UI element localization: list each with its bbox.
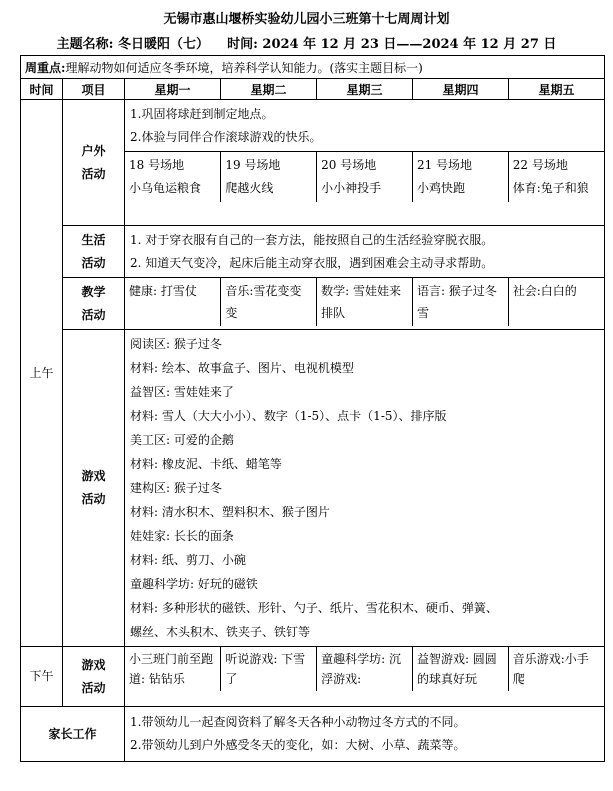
col-thursday: 星期四: [413, 79, 509, 100]
col-wednesday: 星期三: [317, 79, 413, 100]
week-focus-text: 理解动物如何适应冬季环境，培养科学认知能力。(落实主题目标一): [65, 60, 423, 75]
week-focus-label: 周重点:: [25, 60, 66, 75]
afternoon-friday: 音乐游戏:小手爬: [512, 652, 589, 686]
teaching-friday: 社会:白白的: [512, 284, 577, 298]
afternoon-days: [125, 647, 605, 707]
teaching-monday: 健康: 打雪仗: [125, 278, 221, 326]
outdoor-goals: [125, 100, 605, 152]
afternoon-game-label: 游戏 活动: [63, 647, 125, 707]
outdoor-venues: [125, 152, 605, 226]
parents-content: 1.带领幼儿一起查阅资料了解冬天各种小动物过冬方式的不同。 2.带领幼儿到户外感受冬天的变化，如：大树、小草、蔬菜等。: [125, 707, 605, 762]
theme-value: 冬日暖阳（七）: [117, 37, 209, 52]
venue-cell: 18 号场地 小乌龟运粮食: [125, 152, 221, 202]
outdoor-goal: 2.体验与同伴合作滚球游戏的快乐。: [130, 129, 322, 144]
col-tuesday: 星期二: [221, 79, 317, 100]
teaching-label: 教学 活动: [63, 278, 125, 330]
col-friday: 星期五: [509, 79, 605, 100]
teaching-days: [125, 278, 605, 330]
life-label: 生活 活动: [63, 226, 125, 278]
morning-label: 上午: [21, 100, 63, 647]
life-content: 1. 对于穿衣服有自己的一套方法，能按照自己的生活经验穿脱衣服。 2. 知道天气变冷，起床后能主动穿衣服，遇到困难会主动寻求帮助。: [125, 226, 605, 278]
venue-cell: 22 号场地 体育:兔子和狼: [512, 158, 589, 195]
game-content: 阅读区: 猴子过冬 材料: 绘本、故事盒子、图片、电视机模型 益智区: 雪娃娃来了 材料: 雪人（大大小小）、数字（1-5）、点卡（1-5）、排序版 美工区: 可爱的企鹅 材料: 橡皮泥、卡纸、蜡笔等 建构区: 猴子过冬 材料: 清水积木、塑料积木、猴子图片 娃娃家: 长长的面条 材料: 纸、剪刀、小碗 童趣科学坊: 好玩的磁铁 材料: 多种形状的磁铁、形针、勺子、纸片、雪花积木、硬币、弹簧、 螺丝、木头积木、铁夹子、铁钉等: [125, 330, 605, 647]
afternoon-thursday: 益智游戏: 圆圆的球真好玩: [412, 647, 508, 691]
col-item: 项目: [63, 79, 125, 100]
afternoon-wednesday: 童趣科学坊: 沉浮游戏:: [317, 647, 413, 691]
theme-label: 主题名称:: [56, 37, 114, 52]
week-focus: [21, 56, 605, 79]
venue-cell: 20 号场地 小小神投手: [317, 152, 413, 202]
teaching-tuesday: 音乐:雪花变变变: [221, 278, 317, 326]
outdoor-label: 户外 活动: [63, 100, 125, 226]
teaching-thursday: 语言: 猴子过冬雪: [412, 278, 508, 326]
parents-label: 家长工作: [21, 707, 125, 762]
afternoon-tuesday: 听说游戏: 下雪了: [221, 647, 317, 691]
time-value: 2024 年 12 月 23 日——2024 年 12 月 27 日: [262, 37, 557, 52]
time-label: 时间:: [227, 37, 258, 52]
weekly-plan-table: [20, 55, 605, 762]
outdoor-goal: 1.巩固将球赶到制定地点。: [130, 106, 274, 121]
game-label: 游戏 活动: [63, 330, 125, 647]
venue-cell: 21 号场地 小鸡快跑: [412, 152, 508, 202]
col-monday: 星期一: [125, 79, 221, 100]
afternoon-monday: 小三班门前至跑道: 钻钻乐: [125, 647, 221, 691]
theme-line: [0, 33, 613, 52]
col-time: 时间: [21, 79, 63, 100]
teaching-wednesday: 数学: 雪娃娃来排队: [317, 278, 413, 326]
venue-cell: 19 号场地 爬越火线: [221, 152, 317, 202]
afternoon-label: 下午: [21, 647, 63, 707]
page-title: 无锡市惠山堰桥实验幼儿园小三班第十七周周计划: [163, 12, 450, 27]
column-header-row: [21, 79, 605, 100]
